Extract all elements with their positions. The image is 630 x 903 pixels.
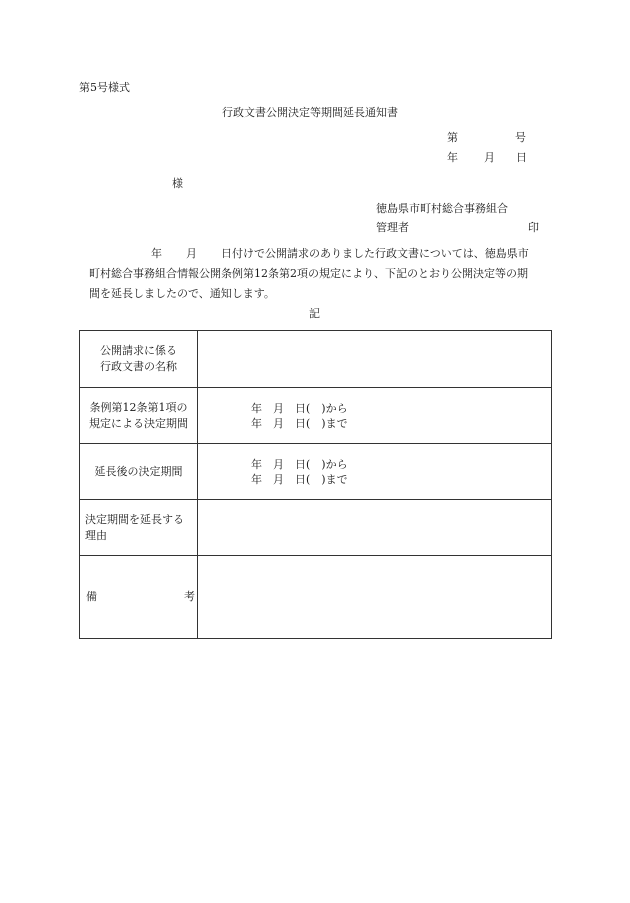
original-period-label: 条例第12条第1項の 規定による決定期間 — [80, 388, 198, 444]
body-year: 年 — [151, 247, 162, 260]
remarks-label: 備 考 — [80, 556, 198, 639]
sender-title: 管理者 — [376, 221, 409, 234]
extended-period-label: 延長後の決定期間 — [80, 444, 198, 500]
document-title: 行政文書公開決定等期間延長通知書 — [222, 106, 398, 119]
extension-reason-value[interactable] — [198, 500, 552, 556]
period-end: 年 月 日( )まで — [251, 416, 348, 430]
body-month: 月 — [186, 247, 197, 260]
original-period-value[interactable] — [198, 388, 552, 444]
period-end: 年 月 日( )まで — [251, 472, 348, 486]
issue-date-year: 年 — [447, 151, 458, 164]
table-row — [80, 388, 552, 444]
body-line-2: 町村総合事務組合情報公開条例第12条第2項の規定により、下記のとおり公開決定等の期 — [89, 267, 528, 280]
document-name-label: 公開請求に係る 行政文書の名称 — [80, 331, 198, 388]
sender-organization: 徳島県市町村総合事務組合 — [376, 202, 508, 215]
seal-mark: 印 — [528, 221, 539, 234]
document-name-value[interactable] — [198, 331, 552, 388]
body-line-1-text: 日付けで公開請求のありました行政文書については、徳島県市 — [221, 247, 529, 260]
notice-body — [89, 244, 549, 304]
remarks-value[interactable] — [198, 556, 552, 639]
period-start: 年 月 日( )から — [251, 457, 348, 471]
table-row — [80, 500, 552, 556]
extension-reason-label: 決定期間を延長する 理由 — [80, 500, 198, 556]
table-row — [80, 444, 552, 500]
table-row — [80, 331, 552, 388]
issue-date-day: 日 — [516, 151, 527, 164]
record-mark: 記 — [309, 307, 320, 320]
extended-period-value[interactable] — [198, 444, 552, 500]
reference-number-prefix: 第 — [447, 131, 458, 144]
table-row — [80, 556, 552, 639]
form-number: 第5号様式 — [79, 81, 130, 94]
details-table — [79, 330, 552, 639]
reference-number-suffix: 号 — [515, 131, 526, 144]
body-line-3: 間を延長しましたので、通知します。 — [89, 287, 275, 300]
issue-date-month: 月 — [484, 151, 495, 164]
addressee-honorific: 様 — [172, 177, 183, 190]
period-start: 年 月 日( )から — [251, 401, 348, 415]
body-line-1 — [89, 244, 549, 264]
